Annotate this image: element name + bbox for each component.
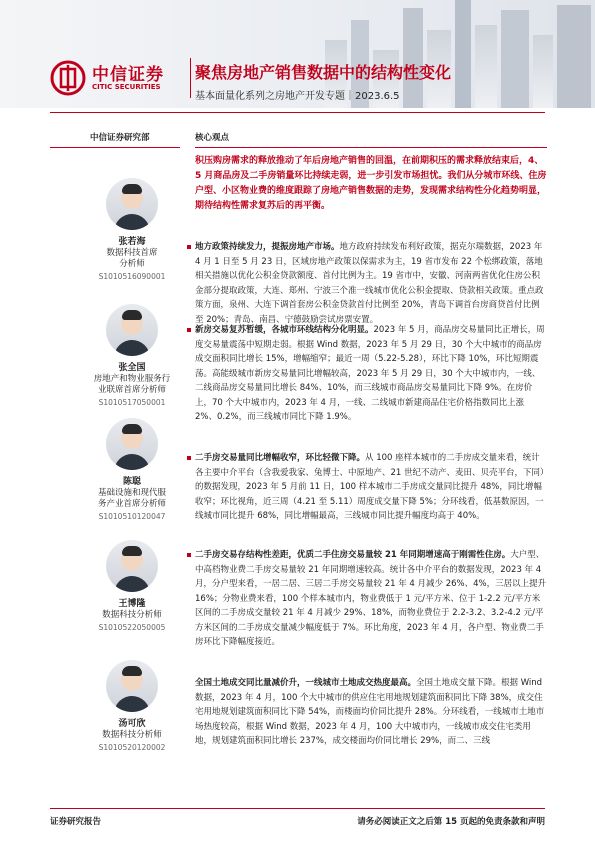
paragraph	[195, 676, 547, 786]
analyst-name: 陈聪	[122, 477, 141, 487]
analyst-name: 张全国	[118, 363, 146, 373]
analyst-card	[82, 418, 182, 522]
paragraph-lead: 二手房交易量同比增幅收窄，环比轻微下降。	[195, 453, 366, 463]
paragraph-body: 大户型、中高档物业费二手房交易量较 21 年同期增速较高。统计各中介平台的数据发现，2023 年 4 月，分户型来看，一居二居、三居二手房交易量较 21 年 4 月减少 26%、4%，三居以上提升 16%；分物业费来看，100 个样本城市内，物业费低于 1 元/平方米、位于 1-2.2 元/平方米区间的二手房成交量较 21 年 4 月减少 29%、18%，而物业费位于 2.2-3.2、3.2-4.2 元/平方米区间的二手房成交量减少幅度低于 7%。环比角度，2023 年 4 月，各户型、物业费二手房环比下降幅度接近。	[195, 550, 547, 647]
analyst-name: 汤可欣	[118, 719, 146, 729]
sidebar-heading: 中信证券研究部	[90, 133, 150, 143]
avatar	[106, 178, 158, 230]
paragraph	[195, 548, 547, 650]
analyst-id: S1010517050001	[98, 398, 166, 407]
analyst-card	[82, 178, 182, 282]
analyst-id: S1010516090001	[98, 272, 166, 281]
header-rule	[50, 112, 545, 113]
analyst-role: 数据科技分析师	[102, 730, 162, 740]
paragraph-body: 2023 年 5 月，商品房交易量同比正增长，周度交易量震荡中短期走弱。根据 Wind 数据，2023 年 5 月 29 日，30 个大中城市的商品房成交面积同比增长 15%，增幅缩窄；最近一周（5.22-5.28），环比下降 10%，环比短期震荡。高能级城市新房交易量同比增幅较高，2023 年 5 月 29 日，30 个大中城市内，一线、二线商品房交易量同比增长 84%、10%，而三线城市商品房交易量同比下降 9%。在房价上，70 个大中城市内，2023 年 4 月，一线、二线城市新建商品住宅价格指数同比上涨 2%、0.2%，而三线城市同比下降 1.9%。	[195, 325, 545, 422]
bullet-icon	[187, 245, 191, 249]
paragraph-lead: 二手房交易存结构性差距，优质二手住房交易量较 21 年同期增速高于刚需性住房。	[195, 550, 511, 560]
avatar	[106, 304, 158, 356]
paragraph-lead: 新房交易复苏暂缓，各城市环线结构分化明显。	[195, 325, 374, 335]
avatar	[106, 660, 158, 712]
sidebar-rule	[50, 147, 180, 148]
analyst-card	[82, 540, 182, 633]
analyst-id: S1010522050005	[98, 623, 166, 632]
analyst-role: 房地产和物业服务行 业联席首席分析师	[93, 374, 171, 395]
citic-logo-icon	[50, 60, 86, 96]
brand-name-cn: 中信证券	[92, 65, 164, 85]
paragraph-lead: 全国土地成交同比量减价升，一线城市土地成交热度最高。	[195, 678, 417, 688]
analyst-card	[82, 660, 182, 753]
paragraph-body: 全国土地成交量下降。根据 Wind 数据，2023 年 4 月，100 个大中城市的供应住宅用地规划建筑面积同比下降 38%，成交住宅用地规划建筑面积同比下降 54%，而楼面均价同比提升 28%。分环线看，一线城市土地市场热度较高，根据 Wind 数据，2023 年 4 月，100 大中城市内，一线城市成交住宅类用地，规划建筑面积同比增长 237%，成交楼面均价同比增长 29%，而二、三线	[195, 678, 545, 746]
core-viewpoint-intro: 积压购房需求的释放推动了年后房地产销售的回温，在前期积压的需求释放结束后，4、5 月商品房及二手房销量环比持续走弱，进一步引发市场担忧。我们从分城市环线、住房户型、小区物业费的维度跟踪了房地产销售数据的走势，发现需求结构性分化趋势明显，期待结构性需求复苏后的再平衡。	[195, 156, 547, 211]
paragraph-body: 地方政府持续发布利好政策，据克尔瑞数据，2023 年 4 月 1 日至 5 月 23 日，区域房地产政策以保需求为主，19 省市发布 22 个松绑政策，落地相关措施以优化公积金贷款额度、首付比例为主。19 省市中，安徽、河南两省优化住房公积金部分提取政策，大连、郑州、宁波三个准一线城市优化公积金提取、贷款相关政策。重点政策方面，泉州、大连下调首套房公积金贷款首付比例至 20%，青岛下调首台房商贷首付比例至 20%；青岛、南昌、宁德鼓励尝试房票安置。	[195, 242, 544, 325]
analyst-id: S1010510120047	[98, 512, 166, 521]
bullet-icon	[187, 456, 191, 460]
analyst-role: 基础设施和现代服 务产业首席分析师	[97, 488, 166, 509]
report-header	[0, 0, 595, 108]
analyst-name: 王博隆	[118, 599, 146, 609]
main-rule	[195, 147, 547, 148]
header-divider	[190, 58, 191, 98]
paragraph	[195, 240, 547, 327]
bullet-icon	[187, 553, 191, 557]
avatar	[106, 540, 158, 592]
paragraph-body: 从 100 座样本城市的二手房成交量来看，统计各主要中介平台（含我爱我家、兔博士、中原地产、21 世纪不动产、麦田、贝壳平台，下同）的数据发现，2023 年 5 月前 11 日，100 样本城市二手房成交量同比提升 48%，同比增幅收窄；环比视角，近三周（4.21 至 5.11）周度成交量下降 5%；分环线看，低基数原因，一线城市同比提升 68%，同比增幅最高，三线城市同比提升幅度均高于 40%。	[195, 453, 545, 521]
report-title: 聚焦房地产销售数据中的结构性变化	[195, 63, 452, 82]
paragraph-lead: 地方政策持续发力，提振房地产市场。	[195, 242, 340, 252]
analyst-card	[82, 304, 182, 408]
paragraph	[195, 451, 547, 524]
analyst-role: 数据科技分析师	[102, 610, 162, 620]
main-heading: 核心观点	[195, 133, 230, 143]
bullet-icon	[187, 328, 191, 332]
footer-label: 证券研究报告	[50, 817, 102, 827]
footer-rule	[50, 808, 545, 809]
analyst-role: 数据科技首席 分析师	[106, 248, 158, 269]
avatar	[106, 418, 158, 470]
analyst-name: 张若海	[118, 237, 146, 247]
brand-name-en: CITIC SECURITIES	[92, 83, 161, 91]
paragraph	[195, 323, 547, 425]
analyst-id: S1010520120002	[98, 743, 166, 752]
footer-disclaimer: 请务必阅读正文之后第 15 页起的免责条款和声明	[357, 817, 545, 827]
report-subtitle: 基本面量化系列之房地产开发专题｜2023.6.5	[195, 91, 400, 102]
